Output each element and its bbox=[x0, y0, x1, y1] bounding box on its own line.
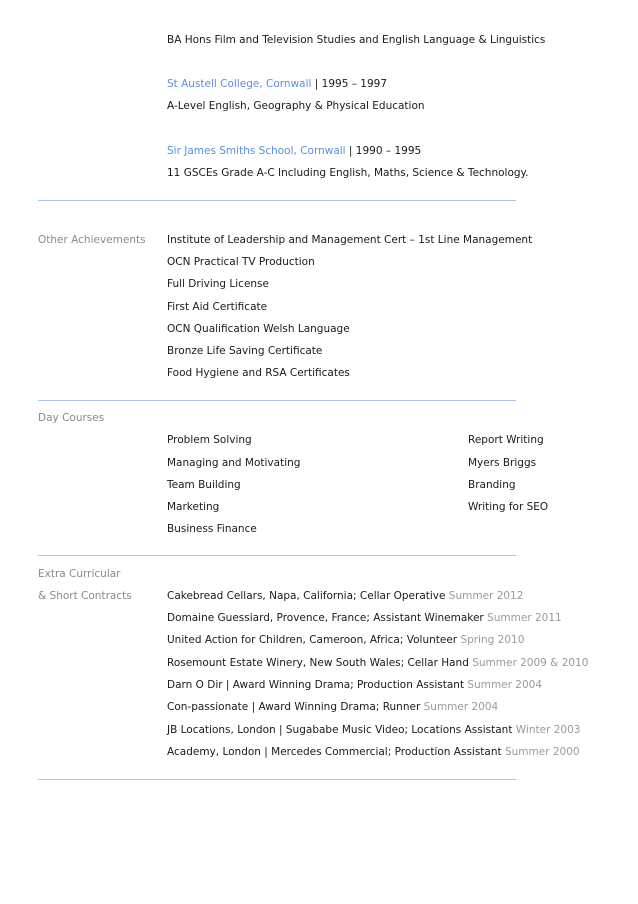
college-name: St Austell College, Cornwall bbox=[167, 78, 312, 90]
course-item: Business Finance bbox=[167, 523, 257, 535]
achievement-item: First Aid Certificate bbox=[167, 301, 268, 313]
contract-item bbox=[167, 611, 562, 625]
school-name: Sir James Smiths School, Cornwall bbox=[167, 145, 346, 157]
section-divider bbox=[38, 200, 516, 201]
section-divider bbox=[38, 400, 516, 401]
contract-period: Summer 2011 bbox=[483, 612, 562, 624]
contract-text: Cakebread Cellars, Napa, California; Cellar Operative bbox=[167, 590, 446, 602]
extra-label-2: & Short Contracts bbox=[38, 590, 132, 602]
course-item: Team Building bbox=[167, 479, 241, 491]
course-item: Myers Briggs bbox=[468, 457, 537, 469]
contract-period: Summer 2004 bbox=[464, 679, 543, 691]
course-item: Report Writing bbox=[468, 434, 544, 446]
college-years: | 1995 – 1997 bbox=[311, 78, 388, 90]
contract-text: Con-passionate | Award Winning Drama; Runner bbox=[167, 701, 421, 713]
extra-label: Extra Curricular bbox=[38, 568, 121, 580]
course-item: Marketing bbox=[167, 501, 220, 513]
contract-text: Darn O Dir | Award Winning Drama; Production Assistant bbox=[167, 679, 465, 691]
achievement-item: Bronze Life Saving Certificate bbox=[167, 345, 323, 357]
contract-item bbox=[167, 656, 588, 670]
degree-line: BA Hons Film and Television Studies and English Language & Linguistics bbox=[167, 34, 546, 46]
contract-period: Summer 2000 bbox=[501, 746, 580, 758]
college-detail: A-Level English, Geography & Physical Education bbox=[167, 100, 425, 112]
contract-period: Summer 2012 bbox=[445, 590, 524, 602]
achievement-item: OCN Practical TV Production bbox=[167, 256, 315, 268]
contract-item bbox=[167, 633, 524, 647]
contract-period: Spring 2010 bbox=[457, 634, 525, 646]
achievement-item: OCN Qualification Welsh Language bbox=[167, 323, 350, 335]
contract-period: Summer 2009 & 2010 bbox=[468, 657, 589, 669]
achievements-label: Other Achievements bbox=[38, 234, 146, 246]
course-item: Branding bbox=[468, 479, 516, 491]
course-item: Managing and Motivating bbox=[167, 457, 301, 469]
contract-text: JB Locations, London | Sugababe Music Video; Locations Assistant bbox=[167, 724, 513, 736]
achievement-item: Institute of Leadership and Management Cert – 1st Line Management bbox=[167, 234, 533, 246]
contract-text: Academy, London | Mercedes Commercial; Production Assistant bbox=[167, 746, 502, 758]
contract-period: Winter 2003 bbox=[512, 724, 581, 736]
school-line bbox=[167, 144, 421, 158]
courses-label: Day Courses bbox=[38, 412, 105, 424]
contract-item bbox=[167, 723, 580, 737]
contract-item bbox=[167, 700, 498, 714]
achievement-item: Full Driving License bbox=[167, 278, 269, 290]
contract-item bbox=[167, 678, 542, 692]
contract-item bbox=[167, 745, 580, 759]
school-years: | 1990 – 1995 bbox=[345, 145, 422, 157]
school-detail: 11 GSCEs Grade A-C Including English, Maths, Science & Technology. bbox=[167, 167, 529, 179]
contract-text: Rosemount Estate Winery, New South Wales; Cellar Hand bbox=[167, 657, 469, 669]
course-item: Problem Solving bbox=[167, 434, 252, 446]
achievement-item: Food Hygiene and RSA Certificates bbox=[167, 367, 350, 379]
contract-item bbox=[167, 589, 523, 603]
section-divider bbox=[38, 779, 516, 780]
college-line bbox=[167, 77, 387, 91]
contract-period: Summer 2004 bbox=[420, 701, 499, 713]
contract-text: Domaine Guessiard, Provence, France; Assistant Winemaker bbox=[167, 612, 484, 624]
contract-text: United Action for Children, Cameroon, Africa; Volunteer bbox=[167, 634, 458, 646]
section-divider bbox=[38, 555, 516, 556]
course-item: Writing for SEO bbox=[468, 501, 549, 513]
